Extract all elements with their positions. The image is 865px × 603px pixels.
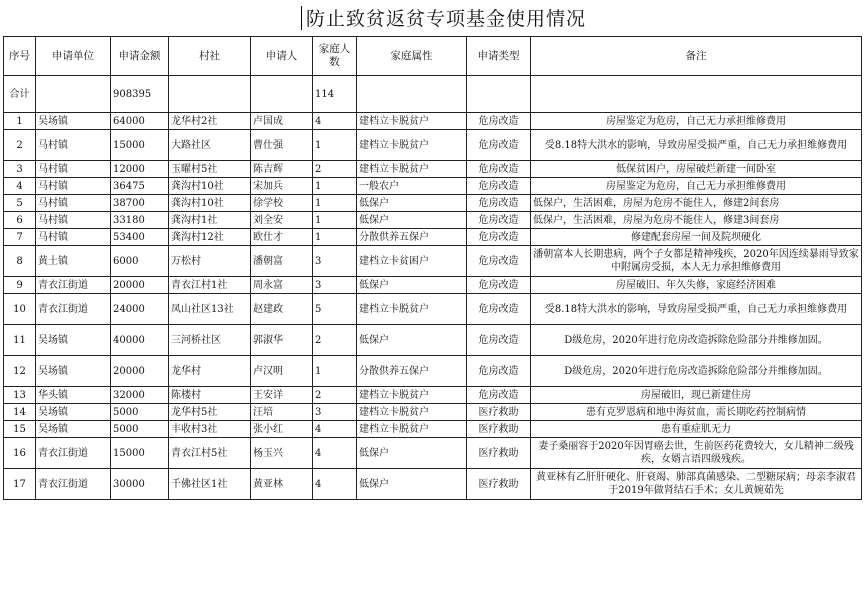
row-applicant: 陈吉辉 [251,161,313,178]
table-row [4,161,862,178]
row-no: 16 [4,438,36,469]
row-unit: 吴场镇 [36,325,111,356]
table-row [4,246,862,277]
row-no: 2 [4,130,36,161]
total-people: 114 [313,76,357,113]
row-note: 患有克罗恩病和地中海贫血，需长期吃药控制病情 [531,404,862,421]
row-village: 龚沟村10社 [169,178,251,195]
header-amount: 申请金额 [111,37,169,76]
row-amount: 15000 [111,438,169,469]
row-no: 6 [4,212,36,229]
table-row [4,277,862,294]
row-people: 4 [313,113,357,130]
table-row [4,438,862,469]
total-note [531,76,862,113]
title-bar [0,0,865,36]
row-people: 2 [313,387,357,404]
row-note: 受8.18特大洪水的影响，导致房屋受损严重，自己无力承担维修费用 [531,294,862,325]
row-unit: 吴场镇 [36,404,111,421]
row-unit: 马村镇 [36,195,111,212]
row-no: 8 [4,246,36,277]
total-amount: 908395 [111,76,169,113]
row-applicant: 欧仕才 [251,229,313,246]
row-people: 1 [313,195,357,212]
row-no: 1 [4,113,36,130]
table-row [4,130,862,161]
total-village [169,76,251,113]
row-no: 13 [4,387,36,404]
row-note: 房屋鉴定为危房，自己无力承担维修费用 [531,113,862,130]
row-note: 患有重症肌无力 [531,421,862,438]
row-people: 1 [313,356,357,387]
row-attr: 建档立卡贫困户 [357,246,467,277]
row-unit: 吴场镇 [36,421,111,438]
total-unit [36,76,111,113]
row-unit: 青衣江街道 [36,469,111,500]
row-people: 3 [313,277,357,294]
row-applicant: 王安详 [251,387,313,404]
row-village: 龚沟村10社 [169,195,251,212]
row-type: 医疗救助 [467,404,531,421]
row-people: 3 [313,404,357,421]
total-label: 合计 [4,76,36,113]
total-attr [357,76,467,113]
row-village: 龚沟村1社 [169,212,251,229]
text-cursor [301,6,302,30]
header-applicant: 申请人 [251,37,313,76]
header-type: 申请类型 [467,37,531,76]
row-village: 龙华村5社 [169,404,251,421]
row-village: 玉曜村5社 [169,161,251,178]
row-type: 医疗救助 [467,469,531,500]
row-note: 低保户，生活困难，房屋为危房不能住人，修建2间套房 [531,195,862,212]
row-no: 5 [4,195,36,212]
row-no: 12 [4,356,36,387]
row-unit: 马村镇 [36,212,111,229]
row-applicant: 周永富 [251,277,313,294]
table-row [4,229,862,246]
row-note: 黄亚林有乙肝肝硬化、肝衰竭、肺部真菌感染、二型糖尿病；母亲李淑君于2019年做肾结石手术；女儿黄婉茹先 [531,469,862,500]
row-attr: 建档立卡脱贫户 [357,404,467,421]
row-note: 房屋破旧、年久失修，家庭经济困难 [531,277,862,294]
row-note: 低保户，生活困难，房屋为危房不能住人，修建3间套房 [531,212,862,229]
row-amount: 40000 [111,325,169,356]
row-applicant: 郭淑华 [251,325,313,356]
row-no: 9 [4,277,36,294]
row-amount: 30000 [111,469,169,500]
row-unit: 华头镇 [36,387,111,404]
header-note: 备注 [531,37,862,76]
row-attr: 低保户 [357,438,467,469]
row-amount: 15000 [111,130,169,161]
row-applicant: 曹仕强 [251,130,313,161]
row-people: 3 [313,246,357,277]
row-type: 危房改造 [467,277,531,294]
row-village: 龙华村 [169,356,251,387]
row-village: 三河桥社区 [169,325,251,356]
row-type: 医疗救助 [467,421,531,438]
row-attr: 低保户 [357,195,467,212]
row-people: 1 [313,229,357,246]
row-people: 4 [313,421,357,438]
table-row [4,294,862,325]
row-note: 房屋鉴定为危房，自己无力承担维修费用 [531,178,862,195]
row-amount: 38700 [111,195,169,212]
row-people: 2 [313,161,357,178]
row-attr: 低保户 [357,277,467,294]
row-attr: 低保户 [357,212,467,229]
total-row [4,76,862,113]
row-note: D级危房，2020年进行危房改造拆除危险部分并维修加固。 [531,325,862,356]
row-note: 房屋破旧，现已新建住房 [531,387,862,404]
row-type: 危房改造 [467,161,531,178]
row-no: 10 [4,294,36,325]
row-attr: 建档立卡脱贫户 [357,130,467,161]
row-applicant: 杨玉兴 [251,438,313,469]
row-people: 4 [313,469,357,500]
row-village: 万松村 [169,246,251,277]
row-type: 危房改造 [467,212,531,229]
row-no: 15 [4,421,36,438]
row-village: 青衣江村1社 [169,277,251,294]
row-attr: 低保户 [357,325,467,356]
row-note: 修建配套房屋一间及院坝硬化 [531,229,862,246]
header-attr: 家庭属性 [357,37,467,76]
row-note: 潘朝富本人长期患病，两个子女都是精神残疾，2020年因连续暴雨导致家中附属房受损，本人无力承担维修费用 [531,246,862,277]
row-amount: 5000 [111,404,169,421]
row-unit: 吴场镇 [36,113,111,130]
row-amount: 36475 [111,178,169,195]
row-applicant: 宋加兵 [251,178,313,195]
row-type: 医疗救助 [467,438,531,469]
row-no: 14 [4,404,36,421]
row-applicant: 卢国成 [251,113,313,130]
row-unit: 黄土镇 [36,246,111,277]
row-unit: 马村镇 [36,130,111,161]
table-row [4,404,862,421]
row-village: 丰收村3社 [169,421,251,438]
header-row [4,37,862,76]
row-people: 4 [313,438,357,469]
row-amount: 53400 [111,229,169,246]
row-no: 7 [4,229,36,246]
table-row [4,421,862,438]
row-attr: 低保户 [357,469,467,500]
row-people: 1 [313,130,357,161]
row-amount: 64000 [111,113,169,130]
row-amount: 12000 [111,161,169,178]
row-applicant: 赵建政 [251,294,313,325]
row-attr: 建档立卡脱贫户 [357,421,467,438]
fund-usage-table [3,36,862,500]
row-applicant: 黄亚林 [251,469,313,500]
row-village: 陈楼村 [169,387,251,404]
row-applicant: 汪培 [251,404,313,421]
row-amount: 5000 [111,421,169,438]
table-row [4,356,862,387]
row-type: 危房改造 [467,325,531,356]
row-type: 危房改造 [467,387,531,404]
row-village: 龙华村2社 [169,113,251,130]
row-type: 危房改造 [467,229,531,246]
row-village: 大路社区 [169,130,251,161]
row-village: 千佛社区1社 [169,469,251,500]
row-amount: 32000 [111,387,169,404]
row-attr: 分散供养五保户 [357,229,467,246]
row-unit: 马村镇 [36,229,111,246]
row-people: 1 [313,178,357,195]
row-village: 青衣江村5社 [169,438,251,469]
row-type: 危房改造 [467,178,531,195]
row-note: 低保贫困户，房屋破烂新建一间卧室 [531,161,862,178]
table-row [4,113,862,130]
row-unit: 青衣江街道 [36,438,111,469]
total-type [467,76,531,113]
row-people: 2 [313,325,357,356]
header-people: 家庭人数 [313,37,357,76]
table-row [4,212,862,229]
row-attr: 分散供养五保户 [357,356,467,387]
row-unit: 马村镇 [36,161,111,178]
row-applicant: 徐学校 [251,195,313,212]
table-row [4,325,862,356]
row-attr: 一般农户 [357,178,467,195]
row-type: 危房改造 [467,113,531,130]
row-amount: 20000 [111,277,169,294]
row-type: 危房改造 [467,294,531,325]
row-village: 龚沟村12社 [169,229,251,246]
total-applicant [251,76,313,113]
row-no: 11 [4,325,36,356]
row-note: 受8.18特大洪水的影响，导致房屋受损严重，自己无力承担维修费用 [531,130,862,161]
header-village: 村社 [169,37,251,76]
row-applicant: 张小红 [251,421,313,438]
table-row [4,469,862,500]
row-amount: 6000 [111,246,169,277]
row-note: 妻子桑丽容于2020年因胃癌去世，生前医药花费较大，女儿精神二级残疾，女婿言语四级残疾。 [531,438,862,469]
row-applicant: 潘朝富 [251,246,313,277]
row-note: D级危房，2020年进行危房改造拆除危险部分并维修加固。 [531,356,862,387]
row-type: 危房改造 [467,356,531,387]
row-attr: 建档立卡脱贫户 [357,294,467,325]
row-people: 5 [313,294,357,325]
row-attr: 建档立卡脱贫户 [357,113,467,130]
row-amount: 20000 [111,356,169,387]
header-unit: 申请单位 [36,37,111,76]
row-applicant: 刘全安 [251,212,313,229]
row-type: 危房改造 [467,195,531,212]
row-amount: 33180 [111,212,169,229]
table-row [4,387,862,404]
row-no: 3 [4,161,36,178]
row-no: 4 [4,178,36,195]
row-village: 凤山社区13社 [169,294,251,325]
row-unit: 青衣江街道 [36,277,111,294]
row-applicant: 卢汉明 [251,356,313,387]
document-title[interactable]: 防止致贫返贫专项基金使用情况 [306,8,587,30]
row-people: 1 [313,212,357,229]
row-no: 17 [4,469,36,500]
row-unit: 马村镇 [36,178,111,195]
table-row [4,195,862,212]
row-unit: 青衣江街道 [36,294,111,325]
row-attr: 建档立卡脱贫户 [357,161,467,178]
header-no: 序号 [4,37,36,76]
row-type: 危房改造 [467,246,531,277]
table-row [4,178,862,195]
row-unit: 吴场镇 [36,356,111,387]
row-attr: 建档立卡脱贫户 [357,387,467,404]
row-amount: 24000 [111,294,169,325]
row-type: 危房改造 [467,130,531,161]
